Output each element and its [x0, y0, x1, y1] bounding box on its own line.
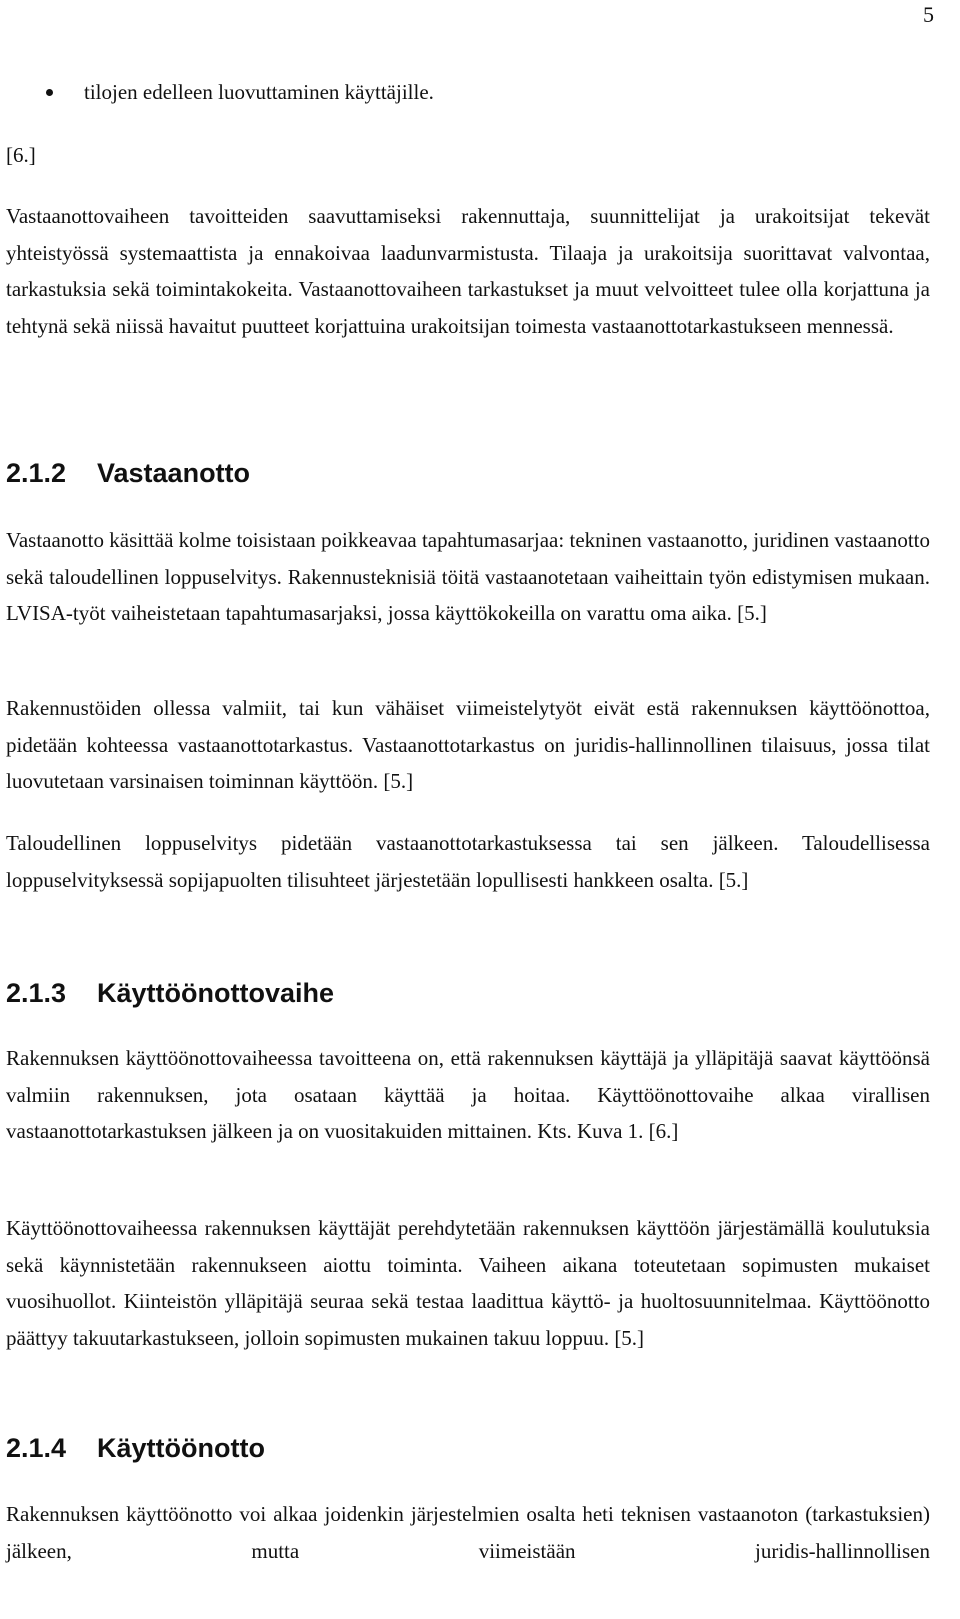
bullet-icon [46, 89, 53, 96]
bullet-text: tilojen edelleen luovuttaminen käyttäjille. [84, 80, 434, 104]
section-title: Käyttöönottovaihe [97, 978, 335, 1008]
section-number: 2.1.4 [6, 1433, 67, 1463]
paragraph-acceptance-phase: Vastaanottovaiheen tavoitteiden saavuttamiseksi rakennuttaja, suunnittelijat ja urakoitsijat tekevät yhteistyössä systemaattista ja ennakoivaa laadunvarmistusta. Tilaaja ja urakoitsija suorittavat valvontaa, tarkastuksia sekä toimintakokeita. Vastaanottovaiheen tarkastukset ja muut velvoitteet tulee olla korjattuna ja tehtynä sekä niissä havaitut puutteet korjattuina urakoitsijan toimesta vastaanottotarkastukseen mennessä. [6, 204, 930, 338]
paragraph-commissioning-activities: Käyttöönottovaiheessa rakennuksen käyttäjät perehdytetään rakennuksen käyttöön järjestämällä koulutuksia sekä käynnistetään rakennukseen aiottu toiminta. Vaiheen aikana toteutetaan sopimusten mukaiset vuosihuollot. Kiinteistön ylläpitäjä seuraa sekä testaa laadittua käyttö- ja huoltosuunnitelmaa. Käyttöönotto päättyy takuutarkastukseen, jolloin sopimusten mukainen takuu loppuu. [5.] [6, 1216, 930, 1350]
paragraph-acceptance-inspection: Rakennustöiden ollessa valmiit, tai kun vähäiset viimeistelytyöt eivät estä rakennuksen käyttöönottoa, pidetään kohteessa vastaanottotarkastus. Vastaanottotarkastus on juridis-hallinnollinen tilaisuus, jossa tilat luovutetaan varsinaisen toiminnan käyttöön. [5.] [6, 696, 930, 793]
paragraph-commissioning-goal: Rakennuksen käyttöönottovaiheessa tavoitteena on, että rakennuksen käyttäjä ja ylläpitäjä saavat käyttöönsä valmiin rakennuksen, jota osataan käyttää ja hoitaa. Käyttöönottovaihe alkaa virallisen vastaanottotarkastuksen jälkeen ja on vuositakuiden mittainen. Kts. Kuva 1. [6.] [6, 1046, 930, 1143]
section-heading-2-1-2 [6, 455, 250, 491]
reference-line: [6.] [6, 143, 36, 167]
section-title: Käyttöönotto [97, 1433, 265, 1463]
section-title: Vastaanotto [97, 458, 251, 488]
section-number: 2.1.2 [6, 458, 67, 488]
paragraph-financial-settlement: Taloudellinen loppuselvitys pidetään vastaanottotarkastuksessa tai sen jälkeen. Taloudellisessa loppuselvityksessä sopijapuolten tilisuhteet järjestetään lopullisesti hankkeen osalta. [5.] [6, 831, 930, 892]
section-heading-2-1-3 [6, 975, 334, 1011]
section-number: 2.1.3 [6, 978, 67, 1008]
paragraph-commissioning-start: Rakennuksen käyttöönotto voi alkaa joidenkin järjestelmien osalta heti teknisen vastaanoton (tarkastuksien) jälkeen, mutta viimeistään juridis-hallinnollisen [6, 1502, 930, 1563]
page-number: 5 [923, 2, 934, 27]
paragraph-acceptance-overview: Vastaanotto käsittää kolme toisistaan poikkeavaa tapahtumasarjaa: tekninen vastaanotto, juridinen vastaanotto sekä taloudellinen loppuselvitys. Rakennusteknisiä töitä vastaanotetaan vaiheittain työn edistymisen mukaan. LVISA-työt vaiheistetaan tapahtumasarjaksi, jossa käyttökokeilla on varattu oma aika. [5.] [6, 528, 930, 625]
section-heading-2-1-4 [6, 1430, 265, 1466]
